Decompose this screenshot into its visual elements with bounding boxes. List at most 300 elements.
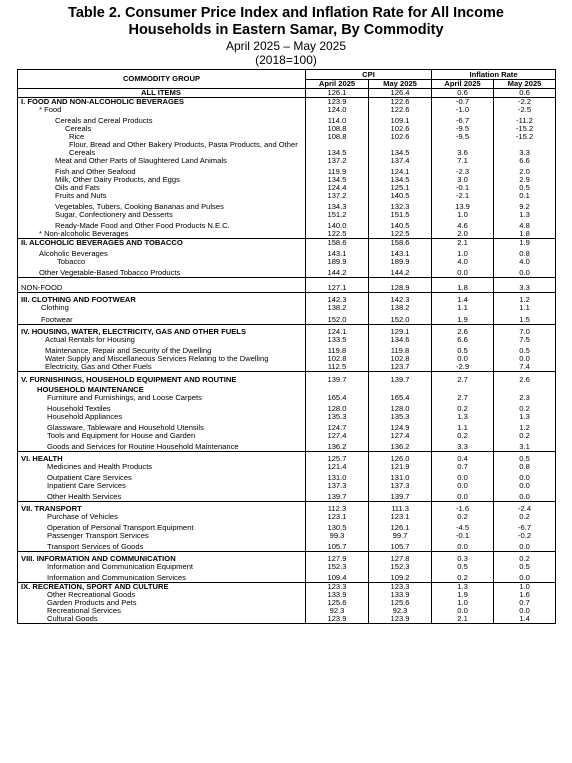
table-row	[18, 192, 556, 200]
cpi-april-value: 151.2	[306, 211, 369, 219]
cpi-may-value: 111.3	[369, 502, 432, 514]
inflation-may-value: 0.0	[494, 607, 556, 615]
cpi-may-value: 138.2	[369, 304, 432, 312]
table-row	[18, 421, 556, 432]
cpi-may-value: 143.1	[369, 247, 432, 258]
cpi-april-value: 134.3	[306, 200, 369, 211]
commodity-name: Passenger Transport Services	[18, 532, 306, 540]
cpi-may-value: 128.9	[369, 278, 432, 293]
inflation-may-value: 0.5	[494, 344, 556, 355]
table-row	[18, 384, 556, 394]
commodity-name: Outpatient Care Services	[18, 471, 306, 482]
cpi-may-value: 121.9	[369, 463, 432, 471]
commodity-name: Electricity, Gas and Other Fuels	[18, 363, 306, 372]
cpi-table	[17, 69, 556, 624]
commodity-name: Meat and Other Parts of Slaughtered Land Animals	[18, 157, 306, 165]
inflation-may-value: 0.6	[494, 89, 556, 98]
inflation-april-value: 0.6	[432, 89, 494, 98]
column-header-cpi-april: April 2025	[306, 80, 369, 89]
inflation-april-value: -2.1	[432, 192, 494, 200]
commodity-name: HOUSEHOLD MAINTENANCE	[18, 384, 306, 394]
commodity-name: Cereals	[18, 125, 306, 133]
cpi-april-value: 139.7	[306, 490, 369, 502]
inflation-april-value: 0.0	[432, 266, 494, 278]
table-row	[18, 133, 556, 141]
cpi-april-value: 124.7	[306, 421, 369, 432]
cpi-april-value: 124.4	[306, 184, 369, 192]
cpi-april-value: 131.0	[306, 471, 369, 482]
commodity-name: Cereals and Cereal Products	[18, 114, 306, 125]
commodity-name: VIII. INFORMATION AND COMMUNICATION	[18, 552, 306, 564]
commodity-name: Information and Communication Services	[18, 571, 306, 583]
inflation-april-value: 1.9	[432, 312, 494, 325]
inflation-april-value: 2.7	[432, 394, 494, 402]
cpi-may-value: 129.1	[369, 325, 432, 337]
table-row	[18, 482, 556, 490]
inflation-april-value: 2.6	[432, 325, 494, 337]
inflation-april-value: -9.5	[432, 133, 494, 141]
inflation-april-value: 1.0	[432, 599, 494, 607]
inflation-april-value: 0.0	[432, 540, 494, 552]
cpi-april-value: 127.1	[306, 278, 369, 293]
cpi-april-value: 114.0	[306, 114, 369, 125]
inflation-april-value: 0.7	[432, 463, 494, 471]
commodity-name: I. FOOD AND NON-ALCOHOLIC BEVERAGES	[18, 98, 306, 107]
table-row	[18, 258, 556, 266]
cpi-april-value: 123.9	[306, 615, 369, 624]
table-row	[18, 372, 556, 385]
inflation-may-value: 1.6	[494, 591, 556, 599]
inflation-may-value: 2.9	[494, 176, 556, 184]
inflation-may-value: 7.0	[494, 325, 556, 337]
inflation-april-value: 0.2	[432, 402, 494, 413]
table-header	[0, 0, 572, 67]
commodity-name: V. FURNISHINGS, HOUSEHOLD EQUIPMENT AND ROUTINE	[18, 372, 306, 385]
table-row	[18, 413, 556, 421]
inflation-may-value: 2.6	[494, 372, 556, 385]
cpi-april-value: 123.3	[306, 583, 369, 592]
cpi-may-value: 123.9	[369, 615, 432, 624]
cpi-april-value: 105.7	[306, 540, 369, 552]
cpi-april-value: 112.3	[306, 502, 369, 514]
cpi-may-value: 124.9	[369, 421, 432, 432]
table-row	[18, 230, 556, 239]
cpi-may-value: 144.2	[369, 266, 432, 278]
inflation-may-value: 3.3	[494, 141, 556, 157]
inflation-april-value: 0.3	[432, 552, 494, 564]
inflation-may-value: 0.5	[494, 563, 556, 571]
inflation-may-value: 0.2	[494, 432, 556, 440]
cpi-april-value: 134.5	[306, 141, 369, 157]
commodity-name: Rice	[18, 133, 306, 141]
inflation-may-value: 0.2	[494, 513, 556, 521]
cpi-may-value	[369, 384, 432, 394]
cpi-may-value: 128.0	[369, 402, 432, 413]
cpi-april-value: 137.3	[306, 482, 369, 490]
cpi-may-value: 135.3	[369, 413, 432, 421]
cpi-april-value: 142.3	[306, 293, 369, 305]
table-title-line2: Households in Eastern Samar, By Commodity	[128, 22, 444, 38]
cpi-may-value: 158.6	[369, 239, 432, 248]
inflation-may-value: 7.4	[494, 363, 556, 372]
cpi-may-value: 133.9	[369, 591, 432, 599]
commodity-name: Alcoholic Beverages	[18, 247, 306, 258]
cpi-april-value: 119.8	[306, 344, 369, 355]
table-row	[18, 266, 556, 278]
cpi-april-value: 123.1	[306, 513, 369, 521]
cpi-april-value: 133.5	[306, 336, 369, 344]
inflation-april-value: 2.0	[432, 230, 494, 239]
cpi-april-value: 189.9	[306, 258, 369, 266]
inflation-may-value	[494, 384, 556, 394]
commodity-name: VII. TRANSPORT	[18, 502, 306, 514]
cpi-april-value: 140.0	[306, 219, 369, 230]
commodity-name: Other Health Services	[18, 490, 306, 502]
cpi-may-value: 102.8	[369, 355, 432, 363]
inflation-april-value: 1.1	[432, 421, 494, 432]
table-period: April 2025 – May 2025	[225, 39, 347, 53]
cpi-may-value: 142.3	[369, 293, 432, 305]
inflation-may-value: 4.0	[494, 258, 556, 266]
table-row	[18, 463, 556, 471]
commodity-name: Garden Products and Pets	[18, 599, 306, 607]
table-row	[18, 336, 556, 344]
table-row	[18, 165, 556, 176]
inflation-april-value: -6.7	[432, 114, 494, 125]
inflation-may-value: 2.3	[494, 394, 556, 402]
table-row	[18, 293, 556, 305]
commodity-name: Water Supply and Miscellaneous Services Relating to the Dwelling	[18, 355, 306, 363]
table-row	[18, 125, 556, 133]
commodity-name: * Food	[18, 106, 306, 114]
commodity-name: Footwear	[18, 312, 306, 325]
cpi-may-value: 124.1	[369, 165, 432, 176]
inflation-may-value: -2.4	[494, 502, 556, 514]
inflation-may-value: 0.2	[494, 402, 556, 413]
cpi-may-value: 127.8	[369, 552, 432, 564]
table-body	[18, 89, 556, 624]
column-header-cpi: CPI	[306, 70, 432, 80]
cpi-april-value: 130.5	[306, 521, 369, 532]
cpi-april-value: 158.6	[306, 239, 369, 248]
table-row	[18, 211, 556, 219]
table-row	[18, 532, 556, 540]
cpi-may-value: 127.4	[369, 432, 432, 440]
commodity-name: Tobacco	[18, 258, 306, 266]
inflation-april-value: -0.1	[432, 532, 494, 540]
inflation-april-value: 6.6	[432, 336, 494, 344]
cpi-april-value: 143.1	[306, 247, 369, 258]
inflation-may-value: 0.1	[494, 192, 556, 200]
inflation-april-value: 1.1	[432, 304, 494, 312]
cpi-may-value: 134.5	[369, 141, 432, 157]
inflation-april-value: -1.0	[432, 106, 494, 114]
cpi-april-value: 124.0	[306, 106, 369, 114]
inflation-may-value: 0.7	[494, 599, 556, 607]
cpi-april-value: 121.4	[306, 463, 369, 471]
inflation-april-value: 1.3	[432, 413, 494, 421]
cpi-may-value: 125.6	[369, 599, 432, 607]
inflation-april-value: -1.6	[432, 502, 494, 514]
inflation-may-value: 1.0	[494, 583, 556, 592]
inflation-may-value: 9.2	[494, 200, 556, 211]
commodity-name: Milk, Other Dairy Products, and Eggs	[18, 176, 306, 184]
column-header-commodity-group: COMMODITY GROUP	[18, 70, 306, 89]
table-row	[18, 114, 556, 125]
cpi-may-value: 102.6	[369, 133, 432, 141]
inflation-april-value: 0.0	[432, 607, 494, 615]
inflation-may-value: 3.1	[494, 440, 556, 452]
inflation-april-value: 0.0	[432, 482, 494, 490]
table-row	[18, 521, 556, 532]
inflation-april-value: -0.1	[432, 184, 494, 192]
cpi-may-value: 123.7	[369, 363, 432, 372]
cpi-april-value: 123.9	[306, 98, 369, 107]
inflation-may-value: 0.8	[494, 247, 556, 258]
cpi-april-value: 125.7	[306, 452, 369, 464]
table-row	[18, 219, 556, 230]
table-row	[18, 490, 556, 502]
cpi-april-value: 126.1	[306, 89, 369, 98]
table-row	[18, 141, 556, 157]
cpi-may-value: 122.6	[369, 106, 432, 114]
column-header-inflation: Inflation Rate	[432, 70, 556, 80]
table-row	[18, 157, 556, 165]
column-header-inflation-april: April 2025	[432, 80, 494, 89]
cpi-april-value: 128.0	[306, 402, 369, 413]
cpi-may-value: 140.5	[369, 192, 432, 200]
inflation-may-value: 1.3	[494, 211, 556, 219]
inflation-may-value: 2.0	[494, 165, 556, 176]
table-row	[18, 471, 556, 482]
cpi-april-value: 112.5	[306, 363, 369, 372]
cpi-may-value: 136.2	[369, 440, 432, 452]
inflation-april-value: 13.9	[432, 200, 494, 211]
inflation-may-value: 0.0	[494, 482, 556, 490]
table-row	[18, 344, 556, 355]
inflation-may-value: -0.2	[494, 532, 556, 540]
cpi-april-value: 108.8	[306, 133, 369, 141]
commodity-name: Actual Rentals for Housing	[18, 336, 306, 344]
cpi-may-value: 126.4	[369, 89, 432, 98]
inflation-april-value: -2.3	[432, 165, 494, 176]
cpi-may-value: 137.3	[369, 482, 432, 490]
cpi-april-value: 139.7	[306, 372, 369, 385]
inflation-may-value: 0.0	[494, 355, 556, 363]
cpi-may-value: 151.5	[369, 211, 432, 219]
table-row	[18, 184, 556, 192]
cpi-april-value: 124.1	[306, 325, 369, 337]
inflation-may-value: -2.5	[494, 106, 556, 114]
inflation-may-value: 1.2	[494, 421, 556, 432]
commodity-name: Medicines and Health Products	[18, 463, 306, 471]
inflation-april-value: 0.0	[432, 471, 494, 482]
inflation-may-value: 1.3	[494, 413, 556, 421]
inflation-may-value: 1.8	[494, 230, 556, 239]
cpi-april-value: 99.3	[306, 532, 369, 540]
inflation-may-value: -15.2	[494, 125, 556, 133]
cpi-may-value: 139.7	[369, 372, 432, 385]
inflation-april-value	[432, 384, 494, 394]
inflation-may-value: 0.8	[494, 463, 556, 471]
table-row	[18, 200, 556, 211]
commodity-name: Fruits and Nuts	[18, 192, 306, 200]
cpi-may-value: 122.5	[369, 230, 432, 239]
table-row	[18, 247, 556, 258]
inflation-april-value: -0.7	[432, 98, 494, 107]
inflation-may-value: 1.4	[494, 615, 556, 624]
inflation-may-value: 0.5	[494, 184, 556, 192]
commodity-name: Inpatient Care Services	[18, 482, 306, 490]
inflation-april-value: 7.1	[432, 157, 494, 165]
cpi-april-value: 152.0	[306, 312, 369, 325]
cpi-may-value: 123.3	[369, 583, 432, 592]
cpi-may-value: 126.1	[369, 521, 432, 532]
inflation-may-value: 0.0	[494, 571, 556, 583]
commodity-name: Goods and Services for Routine Household Maintenance	[18, 440, 306, 452]
inflation-may-value: 0.0	[494, 490, 556, 502]
table-base-year: (2018=100)	[255, 53, 317, 67]
commodity-name: Transport Services of Goods	[18, 540, 306, 552]
inflation-april-value: 2.7	[432, 372, 494, 385]
inflation-april-value: 3.3	[432, 440, 494, 452]
inflation-may-value: 1.5	[494, 312, 556, 325]
inflation-may-value: 0.0	[494, 540, 556, 552]
cpi-april-value: 144.2	[306, 266, 369, 278]
cpi-may-value: 123.1	[369, 513, 432, 521]
table-row	[18, 89, 556, 98]
inflation-may-value: 7.5	[494, 336, 556, 344]
cpi-may-value: 109.1	[369, 114, 432, 125]
table-row	[18, 176, 556, 184]
table-row	[18, 563, 556, 571]
inflation-april-value: 0.2	[432, 571, 494, 583]
table-row	[18, 355, 556, 363]
cpi-april-value: 135.3	[306, 413, 369, 421]
table-row	[18, 607, 556, 615]
inflation-may-value: 6.6	[494, 157, 556, 165]
table-row	[18, 304, 556, 312]
cpi-may-value: 165.4	[369, 394, 432, 402]
commodity-name: Information and Communication Equipment	[18, 563, 306, 571]
inflation-may-value: 0.0	[494, 471, 556, 482]
table-row	[18, 402, 556, 413]
cpi-may-value: 140.5	[369, 219, 432, 230]
cpi-may-value: 125.1	[369, 184, 432, 192]
cpi-april-value: 133.9	[306, 591, 369, 599]
inflation-may-value: -11.2	[494, 114, 556, 125]
cpi-may-value: 131.0	[369, 471, 432, 482]
commodity-name: Household Appliances	[18, 413, 306, 421]
cpi-april-value: 125.6	[306, 599, 369, 607]
cpi-may-value: 122.6	[369, 98, 432, 107]
commodity-name: Other Vegetable-Based Tobacco Products	[18, 266, 306, 278]
cpi-may-value: 92.3	[369, 607, 432, 615]
inflation-may-value: 0.2	[494, 552, 556, 564]
cpi-april-value: 134.5	[306, 176, 369, 184]
cpi-april-value: 165.4	[306, 394, 369, 402]
inflation-april-value: 3.6	[432, 141, 494, 157]
inflation-april-value: 0.5	[432, 563, 494, 571]
table-row	[18, 432, 556, 440]
cpi-april-value: 102.8	[306, 355, 369, 363]
table-row	[18, 325, 556, 337]
cpi-may-value: 99.7	[369, 532, 432, 540]
inflation-april-value: 0.4	[432, 452, 494, 464]
inflation-may-value: -15.2	[494, 133, 556, 141]
table-row	[18, 571, 556, 583]
column-header-cpi-may: May 2025	[369, 80, 432, 89]
inflation-april-value: -4.5	[432, 521, 494, 532]
commodity-name: VI. HEALTH	[18, 452, 306, 464]
inflation-april-value: 1.0	[432, 211, 494, 219]
commodity-name: * Non-alcoholic Beverages	[18, 230, 306, 239]
cpi-may-value: 152.0	[369, 312, 432, 325]
column-header-inflation-may: May 2025	[494, 80, 556, 89]
cpi-may-value: 137.4	[369, 157, 432, 165]
commodity-name: Other Recreational Goods	[18, 591, 306, 599]
table-row	[18, 440, 556, 452]
cpi-april-value: 108.8	[306, 125, 369, 133]
commodity-name: Flour, Bread and Other Bakery Products, Pasta Products, and Other Cereals	[18, 141, 306, 157]
commodity-name: Household Textiles	[18, 402, 306, 413]
commodity-name: Purchase of Vehicles	[18, 513, 306, 521]
cpi-april-value: 92.3	[306, 607, 369, 615]
table-row	[18, 540, 556, 552]
inflation-april-value: -9.5	[432, 125, 494, 133]
inflation-may-value: 1.2	[494, 293, 556, 305]
cpi-april-value: 109.4	[306, 571, 369, 583]
inflation-april-value: 4.0	[432, 258, 494, 266]
table-row	[18, 583, 556, 592]
table-row	[18, 513, 556, 521]
table-row	[18, 106, 556, 114]
inflation-april-value: 1.8	[432, 278, 494, 293]
table-row	[18, 239, 556, 248]
inflation-april-value: 2.1	[432, 239, 494, 248]
cpi-may-value: 119.8	[369, 344, 432, 355]
table-row	[18, 394, 556, 402]
table-row	[18, 312, 556, 325]
inflation-april-value: 0.2	[432, 513, 494, 521]
table-row	[18, 552, 556, 564]
inflation-april-value: 1.0	[432, 247, 494, 258]
cpi-april-value: 122.5	[306, 230, 369, 239]
inflation-may-value: -6.7	[494, 521, 556, 532]
table-title-line1: Table 2. Consumer Price Index and Inflation Rate for All Income	[68, 5, 504, 21]
cpi-may-value: 152.3	[369, 563, 432, 571]
table-row	[18, 452, 556, 464]
cpi-april-value: 138.2	[306, 304, 369, 312]
cpi-april-value	[306, 384, 369, 394]
commodity-name: NON-FOOD	[18, 278, 306, 293]
cpi-may-value: 134.6	[369, 336, 432, 344]
commodity-name: Ready-Made Food and Other Food Products N.E.C.	[18, 219, 306, 230]
inflation-may-value: -2.2	[494, 98, 556, 107]
commodity-name: IV. HOUSING, WATER, ELECTRICITY, GAS AND OTHER FUELS	[18, 325, 306, 337]
inflation-april-value: 3.0	[432, 176, 494, 184]
commodity-name: Recreational Services	[18, 607, 306, 615]
cpi-may-value: 189.9	[369, 258, 432, 266]
cpi-april-value: 152.3	[306, 563, 369, 571]
inflation-may-value: 0.0	[494, 266, 556, 278]
inflation-april-value: 0.5	[432, 344, 494, 355]
table-row	[18, 599, 556, 607]
commodity-name: Oils and Fats	[18, 184, 306, 192]
inflation-may-value: 3.3	[494, 278, 556, 293]
commodity-name: IX. RECREATION, SPORT AND CULTURE	[18, 583, 306, 592]
cpi-may-value: 134.5	[369, 176, 432, 184]
